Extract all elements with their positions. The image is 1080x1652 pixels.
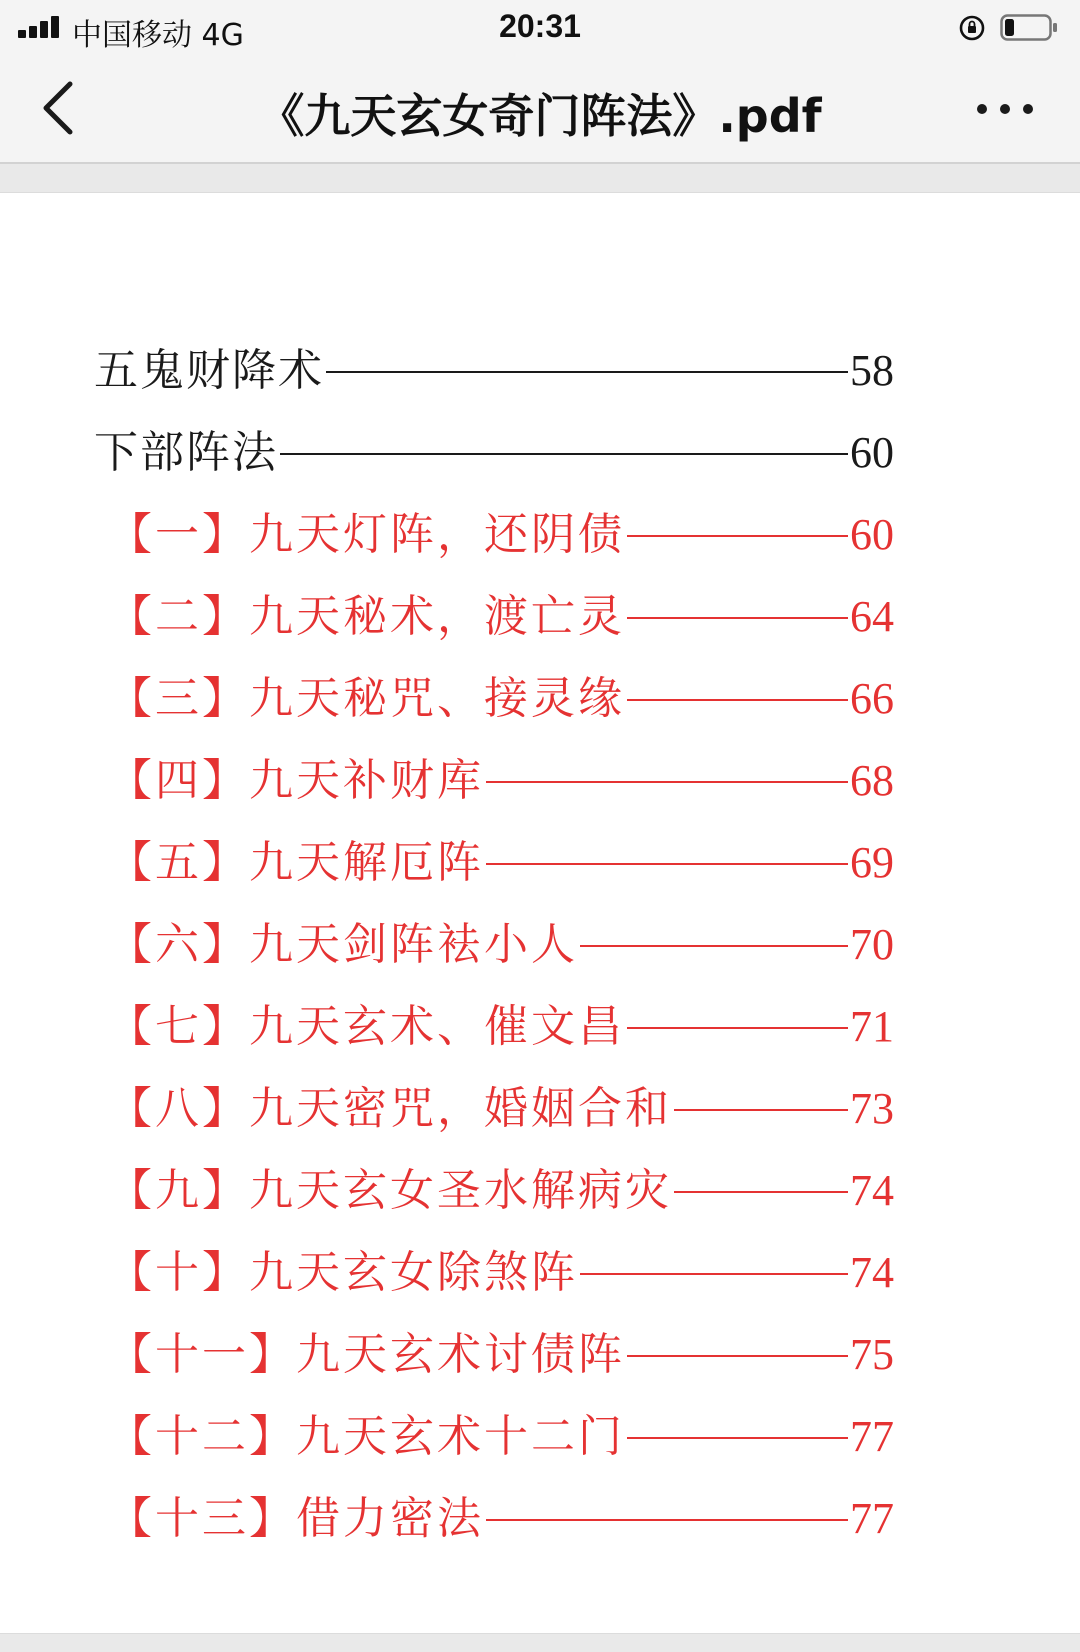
battery-icon: [1000, 14, 1058, 41]
toc-leader-line: [627, 1355, 848, 1357]
toc-leader-line: [627, 1027, 848, 1029]
table-of-contents: [94, 341, 894, 1571]
toc-entry-page: 69: [850, 838, 894, 887]
toc-entry-title: 【六】九天剑阵袪小人: [108, 919, 578, 970]
toc-entry: [94, 505, 894, 587]
toc-entry-page: 71: [850, 1002, 894, 1051]
toc-entry: [94, 833, 894, 915]
toc-entry-page: 58: [850, 346, 894, 395]
toc-entry: [94, 423, 894, 505]
status-bar: [0, 0, 1080, 54]
back-button[interactable]: [30, 76, 90, 140]
toc-entry-page: 77: [850, 1494, 894, 1543]
toc-entry-title: 【十】九天玄女除煞阵: [108, 1247, 578, 1298]
clock: 20:31: [499, 8, 581, 44]
toc-leader-line: [580, 1273, 848, 1275]
toc-entry-title: 【十一】九天玄术讨债阵: [108, 1329, 625, 1380]
toc-entry-page: 74: [850, 1248, 894, 1297]
toc-entry-title: 【三】九天秘咒、接灵缘: [108, 673, 625, 724]
toc-entry-page: 66: [850, 674, 894, 723]
toc-leader-line: [627, 617, 848, 619]
toc-entry: [94, 915, 894, 997]
toc-entry: [94, 751, 894, 833]
toc-entry-page: 68: [850, 756, 894, 805]
toc-leader-line: [280, 453, 848, 455]
toc-entry-page: 77: [850, 1412, 894, 1461]
toc-entry-title: 【八】九天密咒，婚姻合和: [108, 1083, 672, 1134]
toc-entry-title: 【十二】九天玄术十二门: [108, 1411, 625, 1462]
more-options-button[interactable]: [970, 84, 1040, 134]
toc-entry-page: 70: [850, 920, 894, 969]
toc-entry-page: 73: [850, 1084, 894, 1133]
toc-leader-line: [486, 1519, 848, 1521]
toc-entry: [94, 341, 894, 423]
toc-entry: [94, 1325, 894, 1407]
toc-entry-title: 【十三】借力密法: [108, 1493, 484, 1544]
toc-entry-page: 64: [850, 592, 894, 641]
ellipsis-icon: [977, 104, 1033, 114]
toc-leader-line: [674, 1109, 848, 1111]
toc-entry-title: 下部阵法: [94, 427, 278, 478]
toc-entry-title: 【四】九天补财库: [108, 755, 484, 806]
toc-entry-title: 【一】九天灯阵，还阴债: [108, 509, 625, 560]
toc-entry: [94, 1243, 894, 1325]
toc-entry-page: 74: [850, 1166, 894, 1215]
toc-leader-line: [627, 699, 848, 701]
toc-entry-title: 【五】九天解厄阵: [108, 837, 484, 888]
carrier-label: 中国移动 4G: [72, 18, 244, 53]
toc-entry: [94, 997, 894, 1079]
toc-entry: [94, 1079, 894, 1161]
pdf-page: [0, 192, 1080, 1634]
toc-entry: [94, 587, 894, 669]
toc-entry: [94, 669, 894, 751]
toc-entry-page: 75: [850, 1330, 894, 1379]
toc-leader-line: [580, 945, 848, 947]
toc-leader-line: [627, 535, 848, 537]
nav-bar: [0, 54, 1080, 164]
toc-leader-line: [326, 371, 848, 373]
toc-entry: [94, 1489, 894, 1571]
toc-entry-title: 【二】九天秘术，渡亡灵: [108, 591, 625, 642]
chevron-left-icon: [46, 84, 70, 132]
document-title: 《九天玄女奇门阵法》.pdf: [258, 89, 822, 143]
toc-entry-title: 【七】九天玄术、催文昌: [108, 1001, 625, 1052]
toc-leader-line: [627, 1437, 848, 1439]
toc-entry: [94, 1161, 894, 1243]
toc-entry: [94, 1407, 894, 1489]
toc-entry-page: 60: [850, 510, 894, 559]
toc-entry-page: 60: [850, 428, 894, 477]
toc-leader-line: [486, 781, 848, 783]
toc-leader-line: [674, 1191, 848, 1193]
toc-entry-title: 五鬼财降术: [94, 345, 324, 396]
pdf-viewer[interactable]: [0, 164, 1080, 1652]
rotation-lock-icon: [958, 14, 986, 42]
toc-entry-title: 【九】九天玄女圣水解病灾: [108, 1165, 672, 1216]
toc-leader-line: [486, 863, 848, 865]
